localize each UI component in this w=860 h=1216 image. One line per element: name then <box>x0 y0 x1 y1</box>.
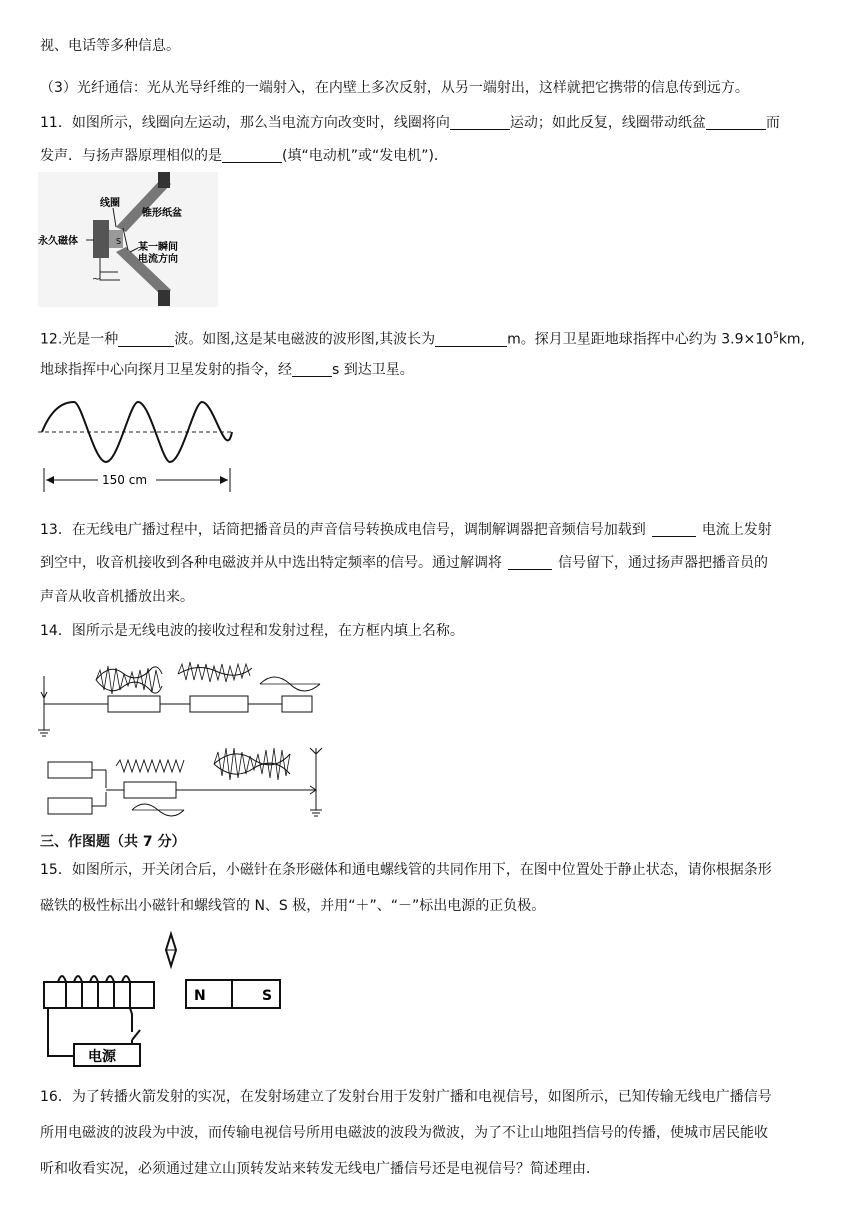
power-source-label: 电源 <box>88 1049 116 1065</box>
q13-text-4: 信号留下，通过扬声器把播音员的 <box>558 555 768 571</box>
question-13-line3: 声音从收音机播放出来。 <box>40 589 194 605</box>
question-15-line1: 15．如图所示，开关闭合后，小磁针在条形磁体和通电螺线管的共同作用下，在图中位置处于静止状态，请你根据条形 <box>40 862 772 878</box>
q12-text-6: s 到达卫星。 <box>332 362 414 378</box>
question-13-line1 <box>40 520 772 540</box>
q13-blank-1 <box>652 520 696 537</box>
q11-blank-1 <box>450 113 510 130</box>
q11-blank-3 <box>222 146 282 163</box>
text-line: 视、电话等多种信息。 <box>40 38 180 54</box>
question-13-line2 <box>40 553 768 573</box>
question-12-line1 <box>40 326 805 350</box>
magnet-label: 永久磁体 <box>38 236 78 247</box>
modulated-wave-1 <box>96 666 162 694</box>
moment-label: 某一瞬间 <box>138 242 178 253</box>
receive-box-2 <box>190 696 248 712</box>
item-3-optical-fiber: （3）光纤通信：光从光导纤维的一端射入，在内壁上多次反射，从另一端射出，这样就把它携带的信息传到远方。 <box>40 80 749 96</box>
modulated-wave-3 <box>214 748 290 780</box>
svg-text:~: ~ <box>92 274 101 285</box>
q13-text-1: 13．在无线电广播过程中，话筒把播音员的声音信号转换成电信号，调制解调器把音频信号加载到 <box>40 522 646 538</box>
question-11-line1 <box>40 113 780 133</box>
q11-text-5: (填“电动机”或“发电机”)． <box>282 148 448 164</box>
permanent-magnet <box>93 220 109 258</box>
question-11-line2 <box>40 146 448 166</box>
question-15-line2: 磁铁的极性标出小磁针和螺线管的 N、S 极，并用“＋”、“－”标出电源的正负极。 <box>40 898 546 914</box>
wavelength-label: 150 cm <box>102 473 148 487</box>
magnet-s-label: S <box>116 237 122 246</box>
q12-text-2: 波。如图,这是某电磁波的波形图,其波长为 <box>174 331 436 348</box>
q12-exponent: 5 <box>773 331 779 341</box>
q12-blank-3 <box>292 360 332 377</box>
bar-magnet-s: S <box>262 988 273 1004</box>
question-16-line3: 听和收看实况，必须通过建立山顶转发站来转发无线电广播信号还是电视信号？简述理由． <box>40 1161 600 1177</box>
q12-text-1: 12.光是一种 <box>40 331 119 348</box>
q12-text-3: m。探月卫星距地球指挥中心约为 3.9×10 <box>507 331 774 348</box>
q11-text-3: 而 <box>765 115 780 131</box>
solenoid-diagram <box>40 930 290 1070</box>
question-12-line2 <box>40 360 414 380</box>
question-16-line2: 所用电磁波的波段为中波，而传输电视信号所用电磁波的波段为微波，为了不让山地阻挡信号的传播，使城市居民能收 <box>40 1125 768 1141</box>
q13-text-2: 电流上发射 <box>701 522 772 538</box>
question-16-line1: 16．为了转播火箭发射的实况，在发射场建立了发射台用于发射广播和电视信号，如图所示，已知传输无线电广播信号 <box>40 1089 772 1105</box>
wave-diagram <box>38 398 238 496</box>
receive-box-3 <box>282 696 312 712</box>
transmit-box-1 <box>48 762 92 778</box>
bar-magnet-n: N <box>194 988 206 1004</box>
q11-text-4: 发声．与扬声器原理相似的是 <box>40 148 222 164</box>
q12-text-4: km, <box>778 331 806 348</box>
transmit-box-3 <box>124 782 176 798</box>
q11-text-1: 11．如图所示，线圈向左运动，那么当电流方向改变时，线圈将向 <box>40 115 450 131</box>
direction-label: 电流方向 <box>138 254 178 265</box>
q13-blank-2 <box>508 553 552 570</box>
q12-blank-1 <box>118 330 174 347</box>
question-14: 14．图所示是无线电波的接收过程和发射过程，在方框内填上名称。 <box>40 623 464 639</box>
transmit-box-2 <box>48 798 92 814</box>
cone-label: 锥形纸盆 <box>142 208 182 219</box>
q13-text-3: 到空中，收音机接收到各种电磁波并从中选出特定频率的信号。通过解调将 <box>40 555 502 571</box>
speaker-diagram <box>38 172 218 307</box>
q12-text-5: 地球指挥中心向探月卫星发射的指令，经 <box>40 362 292 378</box>
q11-blank-2 <box>706 113 766 130</box>
radio-wave-diagram <box>38 660 338 825</box>
receive-box-1 <box>108 696 160 712</box>
q11-text-2: 运动；如此反复，线圈带动纸盆 <box>509 115 706 131</box>
section-heading-drawing: 三、作图题（共 7 分） <box>40 834 186 850</box>
coil-label: 线圈 <box>100 198 120 209</box>
modulated-wave-2 <box>178 662 252 682</box>
carrier-wave <box>116 760 184 772</box>
q12-blank-2 <box>435 330 507 347</box>
